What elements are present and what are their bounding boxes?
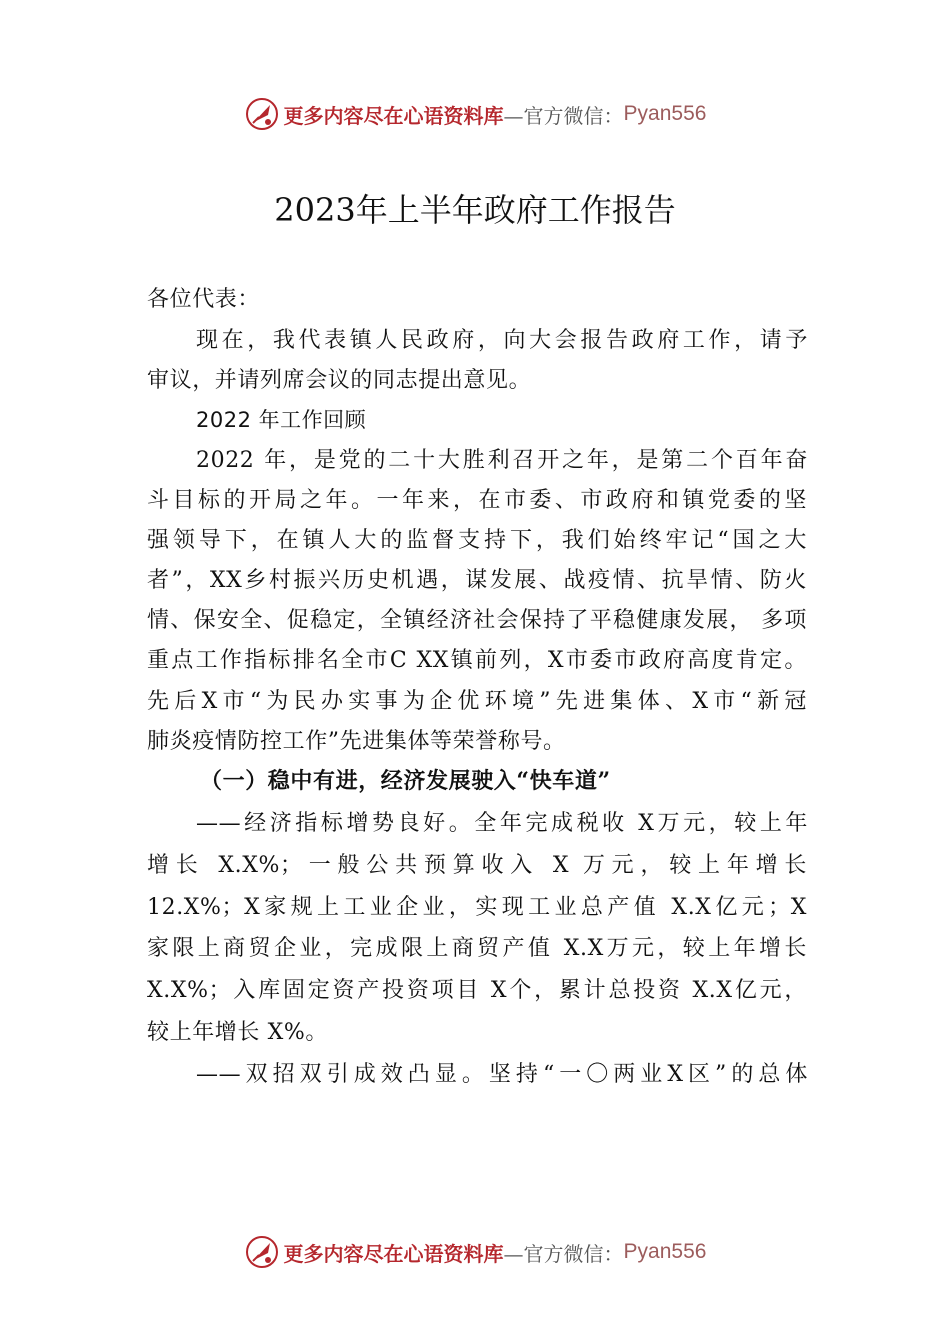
footer-banner	[0, 1232, 950, 1272]
quill-logo-icon	[244, 1234, 280, 1270]
banner-wechat-id: Pyan556	[623, 102, 707, 125]
subsection-heading: （一）稳中有进，经济发展驶入“快车道”	[200, 768, 611, 794]
body-line: 肺炎疫情防控工作”先进集体等荣誉称号。	[147, 729, 566, 754]
body-line: 家限上商贸企业，完成限上商贸产值 X.X万元，较上年增长	[147, 936, 807, 961]
body-line: 者”，XX乡村振兴历史机遇，谋发展、战疫情、抗旱情、防火	[147, 568, 807, 593]
banner-wechat-label: —官方微信：	[503, 1241, 624, 1266]
section-heading: 2022 年工作回顾	[196, 408, 367, 432]
banner-wechat-id: Pyan556	[623, 1240, 707, 1263]
quill-logo-icon	[244, 96, 280, 132]
header-banner	[0, 94, 950, 134]
body-line: X.X%；入库固定资产投资项目 X个，累计总投资 X.X亿元，	[147, 978, 807, 1003]
body-line: 增长 X.X%；一般公共预算收入 X 万元，较上年增长	[147, 853, 807, 878]
salutation: 各位代表：	[147, 287, 261, 312]
body-line: ——双招双引成效凸显。坚持“一〇两业X区”的总体	[196, 1062, 808, 1087]
body-line: 重点工作指标排名全市C XX镇前列，X市委市政府高度肯定。	[147, 648, 807, 673]
banner-wechat-label: —官方微信：	[503, 103, 624, 128]
body-line: 现在，我代表镇人民政府，向大会报告政府工作，请予	[196, 328, 808, 353]
banner-library-text: 更多内容尽在心语资料库	[283, 103, 504, 128]
body-line: 12.X%；X家规上工业企业，实现工业总产值 X.X亿元；X	[147, 895, 807, 920]
body-line: 斗目标的开局之年。一年来，在市委、市政府和镇党委的坚	[147, 488, 807, 513]
document-title: 2023年上半年政府工作报告	[274, 191, 676, 229]
body-line: 强领导下，在镇人大的监督支持下，我们始终牢记“国之大	[147, 528, 807, 553]
body-line: 审议，并请列席会议的同志提出意见。	[147, 368, 532, 393]
body-line: 先后X市“为民办实事为企优环境”先进集体、X市“新冠	[147, 689, 807, 714]
body-line: 2022 年，是党的二十大胜利召开之年，是第二个百年奋	[196, 448, 808, 473]
body-line: ——经济指标增势良好。全年完成税收 X万元，较上年	[196, 811, 808, 836]
body-line: 情、保安全、促稳定，全镇经济社会保持了平稳健康发展， 多项	[147, 608, 807, 633]
body-line: 较上年增长 X%。	[147, 1020, 328, 1045]
banner-library-text: 更多内容尽在心语资料库	[283, 1241, 504, 1266]
